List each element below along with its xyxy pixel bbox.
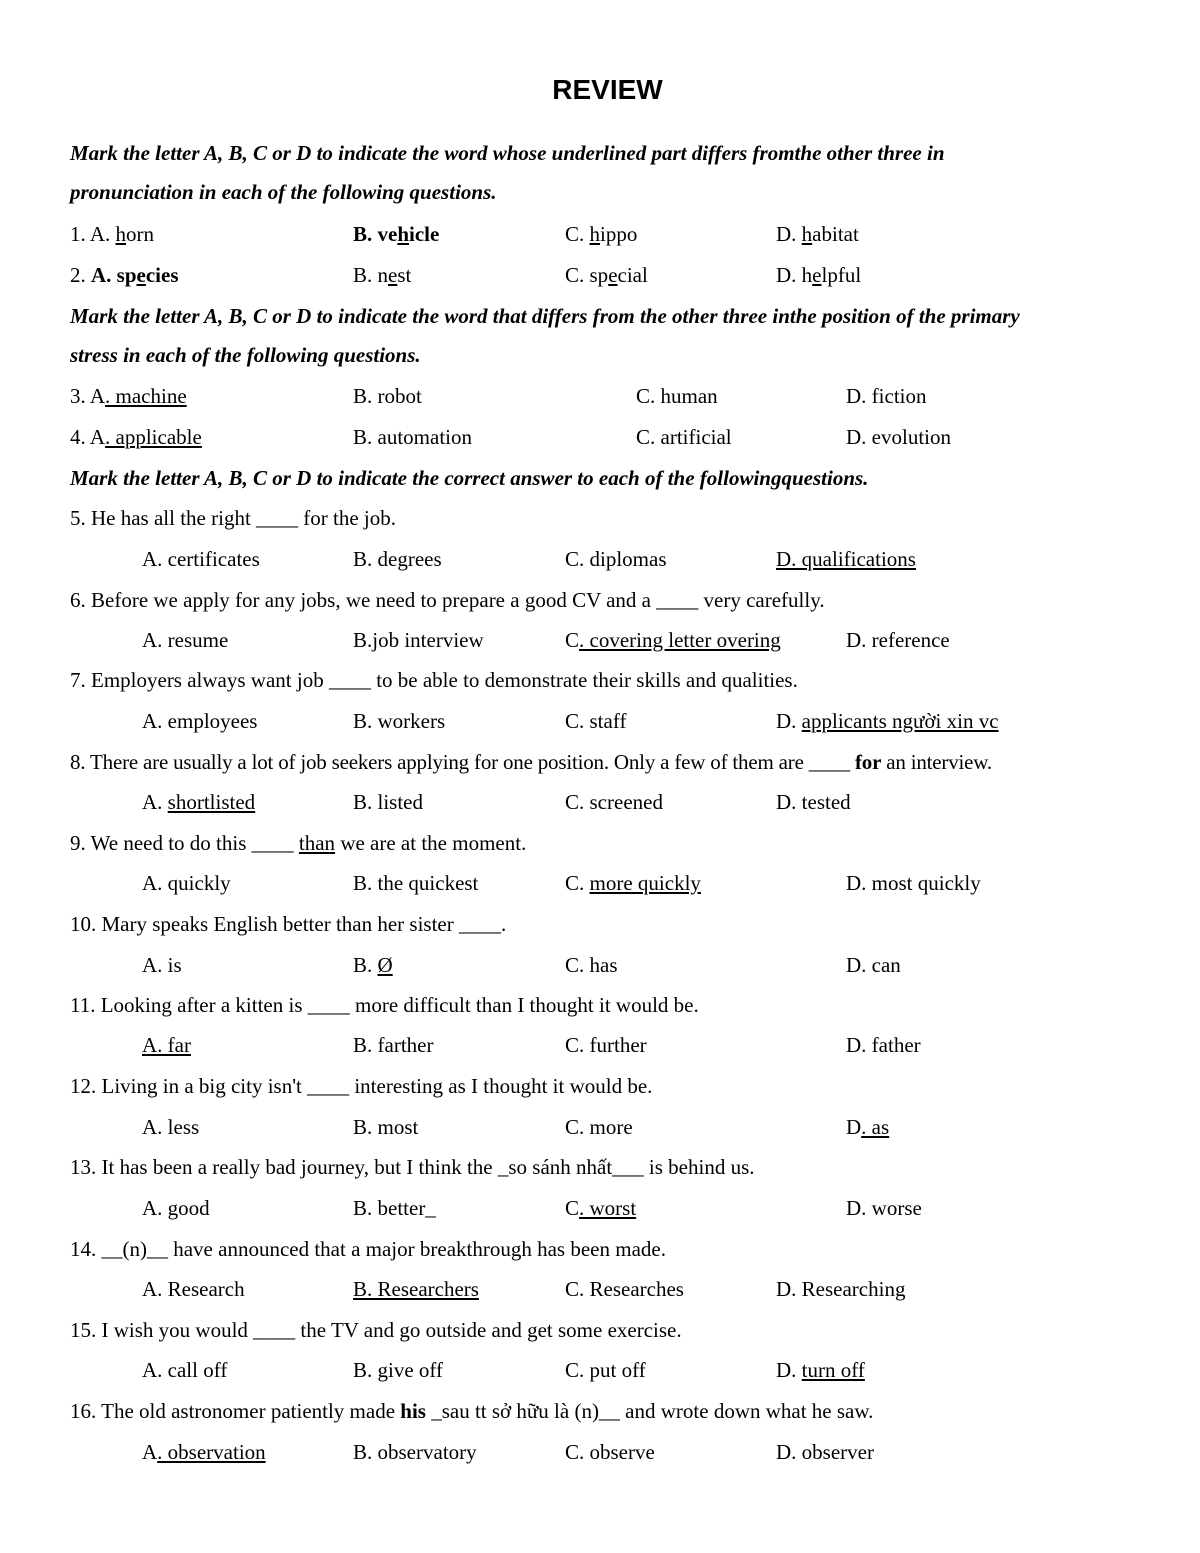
q4-option-b: B. automation: [353, 425, 472, 449]
q16-option-c: C. observe: [565, 1440, 655, 1464]
q13-option-b: B. better_: [353, 1196, 436, 1220]
q14-option-a: A. Research: [142, 1277, 245, 1301]
q1-option-b: B. vehicle: [353, 222, 440, 246]
q7-option-c: C. staff: [565, 709, 627, 733]
q2-option-b: B. nest: [353, 263, 412, 287]
q8-option-d: D. tested: [776, 790, 851, 814]
q16-option-a: A. observation: [142, 1440, 266, 1464]
q7-stem: 7. Employers always want job ____ to be able to demonstrate their skills and qualities.: [70, 668, 798, 692]
q15-option-d: D. turn off: [776, 1358, 865, 1382]
q8-option-a: A. shortlisted: [142, 790, 256, 814]
q13-option-c: C. worst: [565, 1196, 637, 1220]
q5-option-c: C. diplomas: [565, 547, 667, 571]
q5-stem: 5. He has all the right ____ for the job.: [70, 506, 397, 530]
q8-option-c: C. screened: [565, 790, 663, 814]
page-title: REVIEW: [552, 74, 663, 105]
q11-option-c: C. further: [565, 1033, 647, 1057]
q9-option-d: D. most quickly: [846, 871, 981, 895]
instruction-pronunciation-line1: Mark the letter A, B, C or D to indicate the word whose underlined part differs fromthe other three in: [70, 141, 945, 165]
q9-option-b: B. the quickest: [353, 871, 479, 895]
q15-option-a: A. call off: [142, 1358, 228, 1382]
q16-option-b: B. observatory: [353, 1440, 477, 1464]
instruction-pronunciation-line2: pronunciation in each of the following questions.: [70, 180, 497, 204]
q5-option-b: B. degrees: [353, 547, 442, 571]
q1-option-d: D. habitat: [776, 222, 859, 246]
q4-option-c: C. artificial: [636, 425, 732, 449]
q14-stem: 14. __(n)__ have announced that a major breakthrough has been made.: [70, 1237, 666, 1261]
q2-option-a: 2. A. species: [70, 263, 179, 287]
q4-option-a: 4. A. applicable: [70, 425, 202, 449]
q6-option-b: B.job interview: [353, 628, 484, 652]
q11-stem: 11. Looking after a kitten is ____ more difficult than I thought it would be.: [70, 993, 699, 1017]
q10-stem: 10. Mary speaks English better than her sister ____.: [70, 912, 507, 936]
q10-option-d: D. can: [846, 953, 901, 977]
q10-option-a: A. is: [142, 953, 182, 977]
q15-option-c: C. put off: [565, 1358, 646, 1382]
instruction-stress-line2: stress in each of the following questions.: [70, 343, 421, 367]
q11-option-a: A. far: [142, 1033, 191, 1057]
q15-stem: 15. I wish you would ____ the TV and go outside and get some exercise.: [70, 1318, 682, 1342]
q6-stem: 6. Before we apply for any jobs, we need to prepare a good CV and a ____ very carefully.: [70, 588, 825, 612]
q13-option-a: A. good: [142, 1196, 210, 1220]
q12-option-d: D. as: [846, 1115, 890, 1139]
q12-option-c: C. more: [565, 1115, 633, 1139]
q11-option-b: B. farther: [353, 1033, 434, 1057]
q6-option-a: A. resume: [142, 628, 229, 652]
q11-option-d: D. father: [846, 1033, 921, 1057]
q14-option-d: D. Researching: [776, 1277, 906, 1301]
q7-option-d: D. applicants người xin vc: [776, 709, 999, 733]
q4-option-d: D. evolution: [846, 425, 951, 449]
q13-stem: 13. It has been a really bad journey, but I think the _so sánh nhất___ is behind us.: [70, 1155, 755, 1179]
q6-option-c: C. covering letter overing: [565, 628, 781, 652]
instruction-answer: Mark the letter A, B, C or D to indicate the correct answer to each of the followingquestions.: [70, 466, 869, 490]
q2-option-c: C. special: [565, 263, 648, 287]
q14-option-b: B. Researchers: [353, 1277, 479, 1301]
q10-option-c: C. has: [565, 953, 618, 977]
q9-stem: 9. We need to do this ____ than we are at the moment.: [70, 831, 527, 855]
q12-option-b: B. most: [353, 1115, 419, 1139]
q5-option-a: A. certificates: [142, 547, 260, 571]
q16-stem: 16. The old astronomer patiently made his _sau tt sở hữu là (n)__ and wrote down what he saw.: [70, 1399, 874, 1423]
q3-option-d: D. fiction: [846, 384, 927, 408]
q7-option-a: A. employees: [142, 709, 258, 733]
q6-option-d: D. reference: [846, 628, 950, 652]
q1-option-a: 1. A. horn: [70, 222, 155, 246]
q15-option-b: B. give off: [353, 1358, 444, 1382]
q3-option-a: 3. A. machine: [70, 384, 187, 408]
q8-option-b: B. listed: [353, 790, 424, 814]
instruction-stress-line1: Mark the letter A, B, C or D to indicate the word that differs from the other three inthe position of the primary: [70, 304, 1020, 328]
q8-stem: 8. There are usually a lot of job seekers applying for one position. Only a few of them are ____ for an interview.: [70, 750, 992, 774]
q14-option-c: C. Researches: [565, 1277, 684, 1301]
q16-option-d: D. observer: [776, 1440, 874, 1464]
q3-option-b: B. robot: [353, 384, 422, 408]
q2-option-d: D. helpful: [776, 263, 862, 287]
q3-option-c: C. human: [636, 384, 718, 408]
q12-stem: 12. Living in a big city isn't ____ interesting as I thought it would be.: [70, 1074, 653, 1098]
q9-option-c: C. more quickly: [565, 871, 701, 895]
q12-option-a: A. less: [142, 1115, 200, 1139]
q9-option-a: A. quickly: [142, 871, 231, 895]
q7-option-b: B. workers: [353, 709, 446, 733]
q1-option-c: C. hippo: [565, 222, 638, 246]
q5-option-d: D. qualifications: [776, 547, 916, 571]
q10-option-b: B. Ø: [353, 953, 393, 977]
q13-option-d: D. worse: [846, 1196, 922, 1220]
